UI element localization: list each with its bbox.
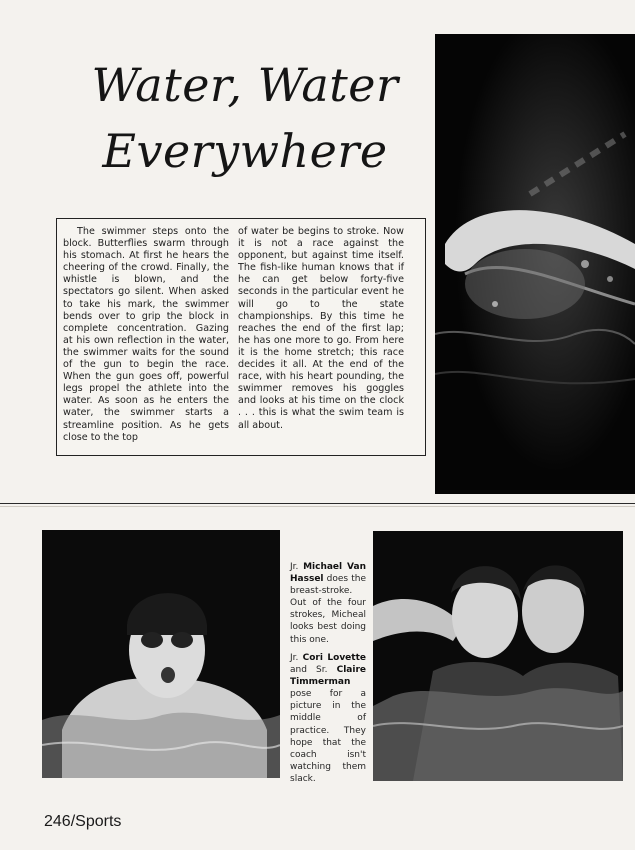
caption-text: does the breast-stroke. Out of the four strokes, Micheal looks best doing this one. (290, 574, 366, 645)
photo-two-swimmers-image (373, 531, 623, 781)
caption-prefix: Jr. (290, 562, 299, 572)
caption-athlete-name: Claire Timmerman (290, 665, 366, 688)
story-column-right: of water be begins to stroke. Now it is not a race against the opponent, but against time itself. The fish-like human knows that if he can get below forty-five seconds in the particular event he will go to the state championships. By this time he reaches the end of the first lap; he has one more to go. From here it is the home stretch; this race decides it all. At the end of the race, with his heart pounding, the swimmer removes his goggles and looks at his time on the clock . . . this is what the swim team is all about. (238, 226, 404, 431)
page-divider-shadow (0, 506, 635, 507)
headline-line-2: Everywhere (102, 124, 388, 178)
photo-breaststroke-swimmer (42, 530, 280, 778)
caption-text: pose for a picture in the middle of practice. They hope that the coach isn't watching them slack. (290, 689, 366, 784)
caption-athlete-name: Cori Lovette (302, 653, 366, 663)
photo-two-swimmers (373, 531, 623, 781)
caption-connector: and Sr. (290, 665, 328, 676)
caption-prefix: Jr. (290, 653, 299, 663)
caption-athlete-name: Michael Van Hassel (290, 562, 366, 585)
headline-line-1: Water, Water (91, 58, 399, 112)
page-divider (0, 503, 635, 504)
story-box (56, 218, 426, 456)
page-folio: 246/Sports (44, 813, 122, 830)
story-column-left: The swimmer steps onto the block. Butterflies swarm through his stomach. At first he hears the cheering of the crowd. Finally, the whistle is blown, and the spectators go silent. When asked to take his mark, the swimmer bends over to grip the block in complete concentration. Gazing at his own reflection in the water, the swimmer waits for the sound of the gun to begin the race. When the gun goes off, powerful legs propel the athlete into the water. As soon as he enters the water, the swimmer starts a streamline position. As he gets close to the top (63, 226, 229, 443)
photo-breaststroke-image (42, 530, 280, 778)
photo-swimmer-arm-image (435, 34, 635, 494)
photo-caption-breaststroke (290, 561, 366, 646)
photo-swimmer-arm (435, 34, 635, 494)
photo-caption-pose (290, 652, 366, 785)
